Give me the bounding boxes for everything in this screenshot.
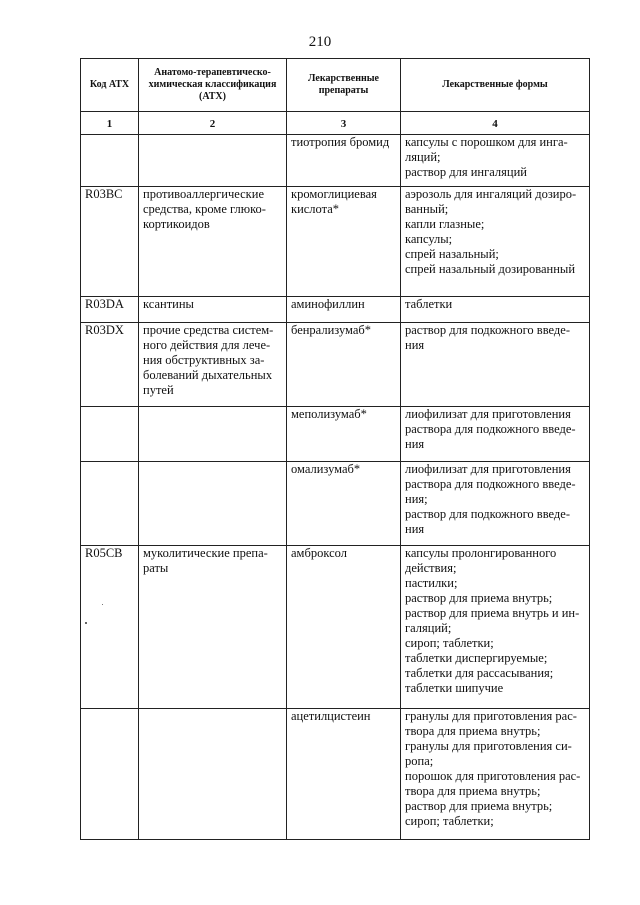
forms-line: лиофилизат для приготовления	[405, 462, 571, 476]
scan-speck	[85, 622, 87, 624]
forms-line: ния	[405, 338, 425, 352]
classification-line: путей	[143, 383, 174, 397]
forms-line: сироп; таблетки;	[405, 636, 494, 650]
drug-line: бенрализумаб*	[291, 323, 372, 337]
classification-line: противоаллергические	[143, 187, 264, 201]
forms-cell	[401, 546, 590, 709]
atx-code-cell	[81, 462, 139, 546]
drug-line: тиотропия бромид	[291, 135, 390, 149]
scan-speck	[102, 604, 103, 605]
forms-line: твора для приема внутрь;	[405, 784, 541, 798]
classification-cell	[139, 135, 287, 187]
forms-cell	[401, 709, 590, 840]
forms-line: пастилки;	[405, 576, 458, 590]
drug-line: кислота*	[291, 202, 340, 216]
classification-line: кортикоидов	[143, 217, 210, 231]
table-row	[81, 187, 590, 297]
forms-line: ляций;	[405, 150, 441, 164]
page-number: 210	[308, 34, 332, 50]
classification-line: муколитические препа-	[143, 546, 268, 560]
table-row	[81, 407, 590, 462]
drug-cell	[287, 462, 401, 546]
drug-line: кромоглициевая	[291, 187, 377, 201]
header-classification: Анатомо-терапевтическо-химическая классификация (АТХ)	[139, 59, 287, 112]
forms-line: капсулы;	[405, 232, 453, 246]
classification-line: средства, кроме глюко-	[143, 202, 266, 216]
forms-cell	[401, 407, 590, 462]
forms-line: раствора для подкожного введе-	[405, 422, 576, 436]
drug-cell	[287, 323, 401, 407]
forms-line: капсулы пролонгированного	[405, 546, 557, 560]
header-drugs: Лекарственные препараты	[287, 59, 401, 112]
forms-cell	[401, 323, 590, 407]
column-number: 1	[81, 112, 139, 135]
drug-line: омализумаб*	[291, 462, 361, 476]
classification-line: ного действия для лече-	[143, 338, 271, 352]
drug-cell	[287, 187, 401, 297]
table-row	[81, 462, 590, 546]
forms-line: капли глазные;	[405, 217, 485, 231]
forms-line: раствора для подкожного введе-	[405, 477, 576, 491]
forms-line: ния;	[405, 492, 428, 506]
atx-table	[80, 58, 590, 840]
forms-line: спрей назальный;	[405, 247, 499, 261]
forms-line: порошок для приготовления рас-	[405, 769, 581, 783]
drug-line: меполизумаб*	[291, 407, 367, 421]
table-row	[81, 546, 590, 709]
table-row	[81, 709, 590, 840]
drug-cell	[287, 297, 401, 323]
table-row	[81, 323, 590, 407]
classification-cell	[139, 323, 287, 407]
forms-line: таблетки для рассасывания;	[405, 666, 554, 680]
classification-cell	[139, 407, 287, 462]
drug-cell	[287, 546, 401, 709]
forms-line: аэрозоль для ингаляций дозиро-	[405, 187, 577, 201]
forms-line: капсулы с порошком для инга-	[405, 135, 568, 149]
forms-cell	[401, 187, 590, 297]
classification-cell	[139, 187, 287, 297]
table-row	[81, 297, 590, 323]
forms-line: гранулы для приготовления рас-	[405, 709, 577, 723]
column-number-row	[81, 112, 590, 135]
column-number: 3	[287, 112, 401, 135]
classification-line: раты	[143, 561, 169, 575]
atx-code-cell: R03BC	[81, 187, 139, 297]
forms-cell	[401, 135, 590, 187]
forms-line: галяций;	[405, 621, 452, 635]
atx-code-cell	[81, 135, 139, 187]
forms-cell	[401, 297, 590, 323]
atx-code-cell	[81, 709, 139, 840]
forms-line: лиофилизат для приготовления	[405, 407, 571, 421]
header-forms: Лекарственные формы	[401, 59, 590, 112]
forms-line: раствор для приема внутрь;	[405, 799, 553, 813]
forms-line: ропа;	[405, 754, 434, 768]
forms-line: раствор для подкожного введе-	[405, 323, 570, 337]
forms-line: сироп; таблетки;	[405, 814, 494, 828]
table-row	[81, 135, 590, 187]
table-body	[81, 135, 590, 840]
forms-line: ванный;	[405, 202, 449, 216]
forms-cell	[401, 462, 590, 546]
atx-code-cell: R03DA	[81, 297, 139, 323]
forms-line: таблетки	[405, 297, 453, 311]
forms-line: раствор для подкожного введе-	[405, 507, 570, 521]
forms-line: твора для приема внутрь;	[405, 724, 541, 738]
classification-cell	[139, 462, 287, 546]
forms-line: спрей назальный дозированный	[405, 262, 576, 276]
forms-line: ния	[405, 437, 425, 451]
classification-line: болеваний дыхательных	[143, 368, 273, 382]
forms-line: раствор для ингаляций	[405, 165, 527, 179]
classification-cell	[139, 297, 287, 323]
forms-line: действия;	[405, 561, 457, 575]
column-number: 4	[401, 112, 590, 135]
drug-line: аминофиллин	[291, 297, 365, 311]
classification-line: ния обструктивных за-	[143, 353, 265, 367]
drug-cell	[287, 407, 401, 462]
drug-line: ацетилцистеин	[291, 709, 371, 723]
classification-line: прочие средства систем-	[143, 323, 274, 337]
atx-code-cell: R05CB	[81, 546, 139, 709]
forms-line: раствор для приема внутрь;	[405, 591, 553, 605]
forms-line: раствор для приема внутрь и ин-	[405, 606, 580, 620]
table-header-row	[81, 59, 590, 112]
drug-cell	[287, 135, 401, 187]
forms-line: таблетки диспергируемые;	[405, 651, 548, 665]
atx-code-cell: R03DX	[81, 323, 139, 407]
classification-cell	[139, 709, 287, 840]
atx-code-cell	[81, 407, 139, 462]
forms-line: ния	[405, 522, 425, 536]
drug-line: амброксол	[291, 546, 347, 560]
column-number: 2	[139, 112, 287, 135]
forms-line: гранулы для приготовления си-	[405, 739, 572, 753]
classification-line: ксантины	[143, 297, 194, 311]
header-code: Код АТХ	[81, 59, 139, 112]
drug-cell	[287, 709, 401, 840]
forms-line: таблетки шипучие	[405, 681, 504, 695]
classification-cell	[139, 546, 287, 709]
